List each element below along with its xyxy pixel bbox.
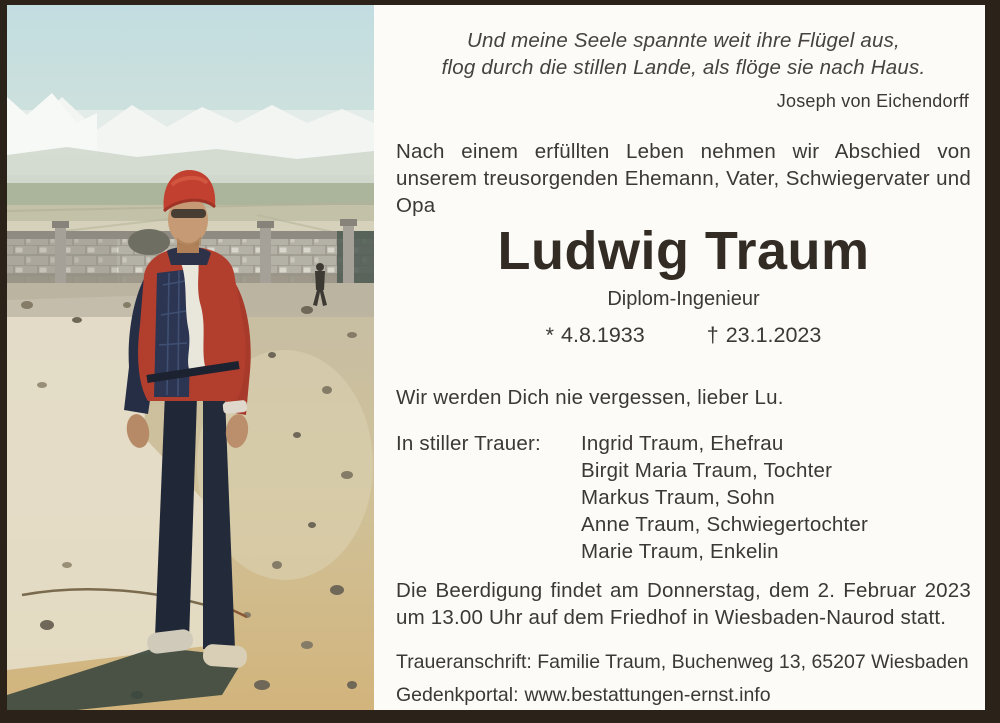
mourner-item: Markus Traum, Sohn	[581, 485, 775, 509]
mourners-list	[581, 430, 868, 565]
portal-url: www.bestattungen-ernst.info	[524, 684, 771, 707]
life-dates	[396, 323, 971, 348]
man-right-cuff	[222, 400, 247, 414]
death-date	[707, 323, 822, 348]
intro-paragraph: Nach einem erfüllten Leben nehmen wir Abschied von unserem treusorgenden Ehemann, Vater, Schwiegervater und Opa	[396, 139, 971, 218]
background-mound	[128, 229, 170, 255]
deceased-profession: Diplom-Ingenieur	[607, 287, 760, 310]
notice-inner	[7, 5, 985, 710]
quote-line-1: Und meine Seele spannte weit ihre Flügel aus,	[467, 29, 900, 52]
funeral-info: Die Beerdigung findet am Donnerstag, dem 2. Februar 2023 um 13.00 Uhr auf dem Friedhof in Wiesbaden-Naurod statt.	[396, 578, 971, 630]
notice-text-column	[374, 5, 985, 710]
death-symbol: †	[706, 322, 719, 347]
memorial-quote	[396, 27, 971, 114]
birth-date-value: 4.8.1933	[561, 322, 645, 347]
deceased-name: Ludwig Traum	[497, 220, 870, 281]
memorial-photo	[7, 5, 374, 710]
mourning-address: Traueranschrift: Familie Traum, Buchenweg 13, 65207 Wiesbaden	[396, 651, 969, 674]
death-date-value: 23.1.2023	[725, 322, 822, 347]
memorial-portal	[396, 684, 971, 707]
mourner-item: Birgit Maria Traum, Tochter	[581, 458, 833, 482]
birth-symbol: *	[545, 322, 555, 347]
memorial-photo-illustration	[7, 5, 374, 710]
man-glasses	[171, 209, 206, 218]
farewell-line: Wir werden Dich nie vergessen, lieber Lu.	[396, 385, 784, 409]
mourner-item: Ingrid Traum, Ehefrau	[581, 431, 784, 455]
quote-attribution: Joseph von Eichendorff	[776, 91, 969, 112]
mourning-section	[396, 430, 971, 565]
mourning-label: In stiller Trauer:	[396, 431, 541, 455]
mourner-item: Marie Traum, Enkelin	[581, 539, 779, 563]
birth-date	[546, 323, 645, 348]
portal-label: Gedenkportal:	[396, 684, 519, 707]
mourner-item: Anne Traum, Schwiegertochter	[581, 512, 869, 536]
quote-line-2: flog durch die stillen Lande, als flöge sie nach Haus.	[441, 56, 926, 80]
